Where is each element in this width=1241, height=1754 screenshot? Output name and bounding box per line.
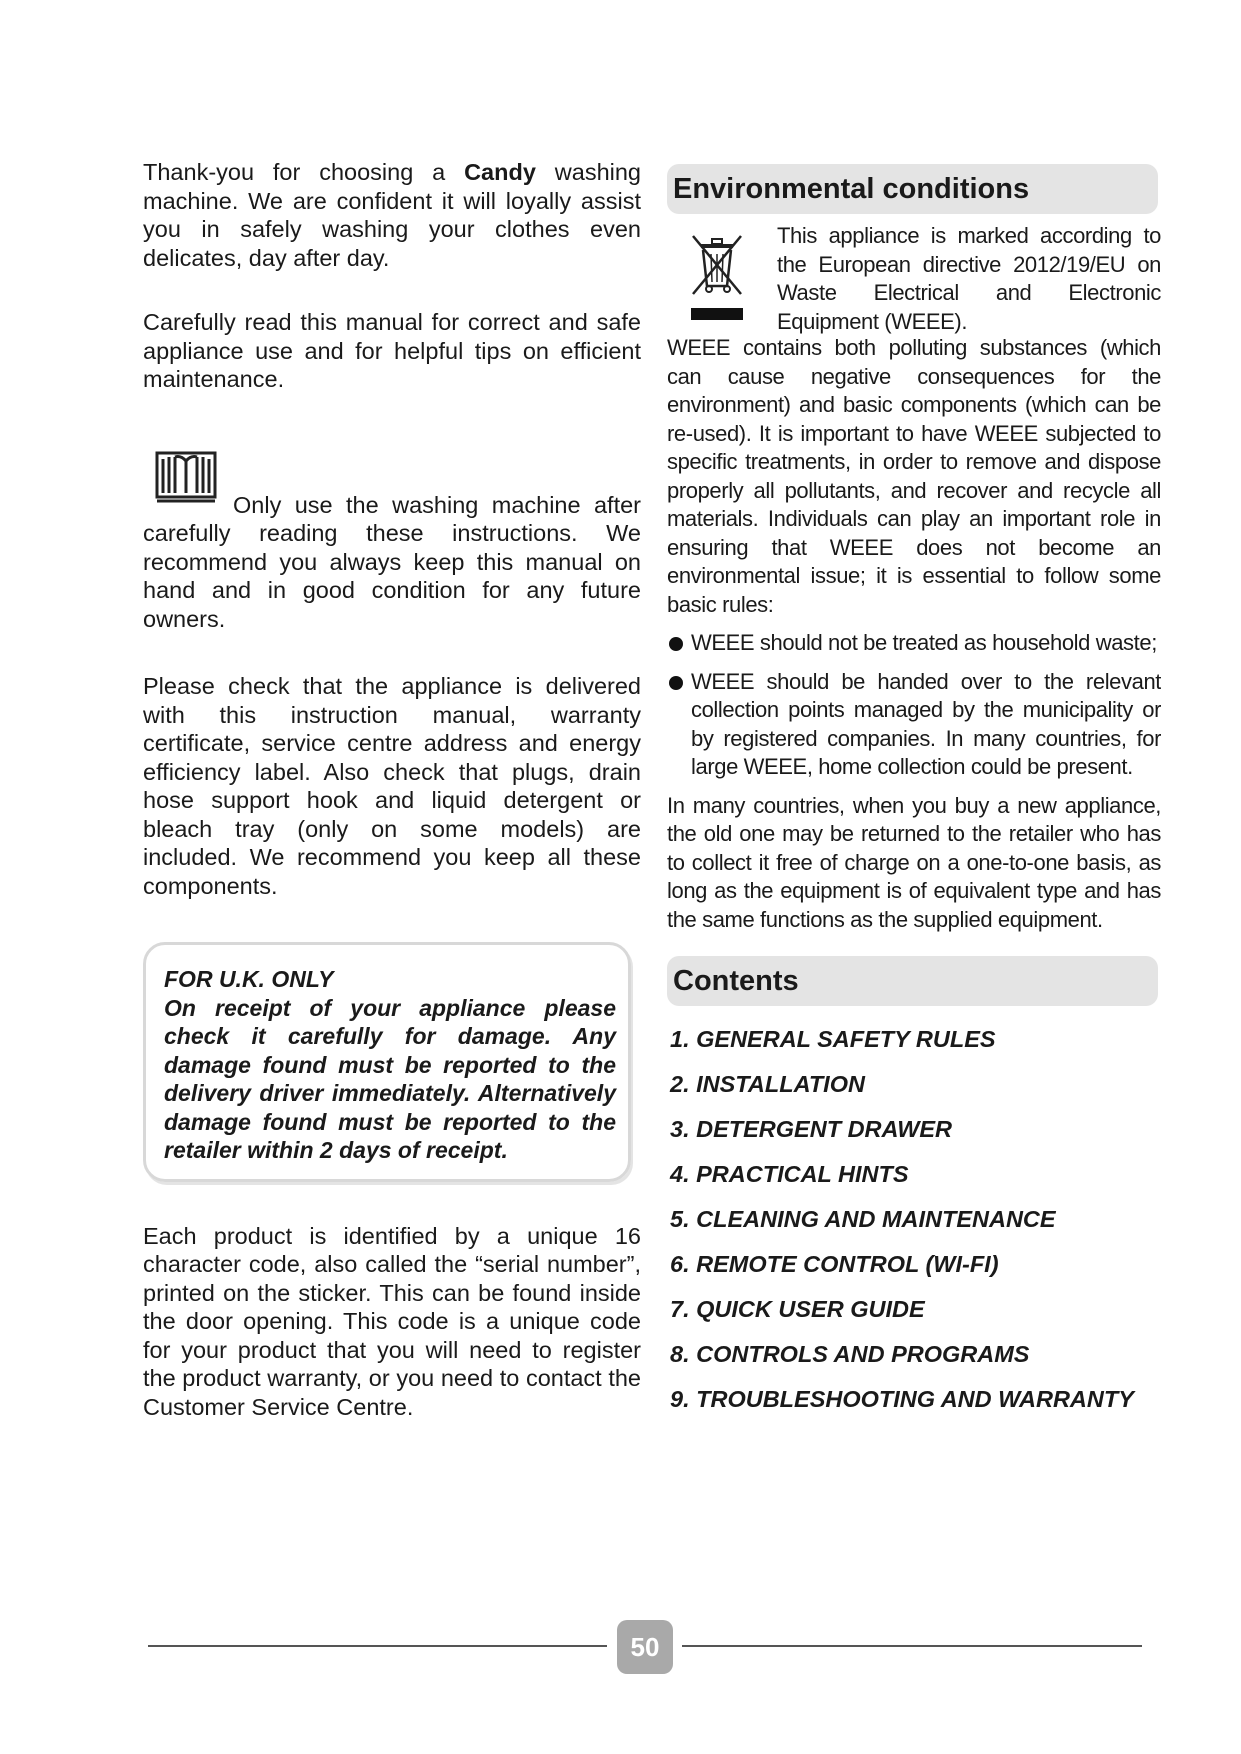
- uk-only-body: On receipt of your appliance please check it carefully for damage. Any damage found must be reported to the delivery driver immediately. Alternatively damage found must be reported to the retailer within 2 days of receipt.: [164, 994, 616, 1163]
- bullet-dot: [669, 676, 683, 690]
- manual-advice-paragraph: Carefully read this manual for correct and safe appliance use and for helpful tips on efficient maintenance.: [143, 309, 641, 392]
- brand-name: Candy: [464, 159, 536, 185]
- toc-item[interactable]: 2. INSTALLATION: [670, 1071, 865, 1097]
- instructions-paragraph: Only use the washing machine after carefully reading these instructions. We recommend you always keep this manual on hand and in good condition for any future owners.: [143, 491, 641, 632]
- left-column: [143, 158, 641, 1421]
- weee-body-text: WEEE contains both polluting substances (which can cause negative consequences for the environment) and basic components (which can be re-used). It is important to have WEEE subjected to specific treatments, in order to remove and dispose properly all pollutants, and recover and recycle all materials. Individuals can play an important role in ensuring that WEEE does not become an environmental issue; it is essential to follow some basic rules:: [667, 335, 1161, 617]
- uk-only-title: FOR U.K. ONLY: [164, 966, 334, 992]
- page-number: 50: [617, 1620, 673, 1674]
- right-column: [667, 164, 1161, 1429]
- toc-item[interactable]: 4. PRACTICAL HINTS: [670, 1161, 909, 1187]
- contents-heading: Contents: [667, 956, 1158, 1006]
- crossed-out-bin-icon: [687, 228, 747, 324]
- toc-item[interactable]: 6. REMOTE CONTROL (WI-FI): [670, 1251, 999, 1277]
- toc-item[interactable]: 7. QUICK USER GUIDE: [670, 1296, 925, 1322]
- weee-rule-1: WEEE should not be treated as household waste;: [667, 629, 1161, 658]
- weee-marking-block: [667, 222, 1161, 334]
- toc-item[interactable]: 9. TROUBLESHOOTING AND WARRANTY: [670, 1386, 1134, 1412]
- toc-item[interactable]: 8. CONTROLS AND PROGRAMS: [670, 1341, 1030, 1367]
- footer-rule-right: [682, 1645, 1142, 1647]
- manual-reading-block: [143, 451, 641, 634]
- intro-paragraph: Thank-you for choosing a Candy washing machine. We are confident it will loyally assist you in safely washing your clothes even delicates, day after day.: [143, 159, 641, 271]
- weee-return-text: In many countries, when you buy a new appliance, the old one may be returned to the retailer who has to collect it free of charge on a one-to-one basis, as long as the equipment is of equivalent type and has the same functions as the supplied equipment.: [667, 792, 1161, 932]
- weee-intro-text: This appliance is marked according to the European directive 2012/19/EU on Waste Electrical and Electronic Equipment (WEEE).: [777, 223, 1161, 334]
- bullet-dot: [669, 637, 683, 651]
- book-icon: [155, 451, 217, 505]
- toc-item[interactable]: 1. GENERAL SAFETY RULES: [670, 1026, 996, 1052]
- environmental-heading: Environmental conditions: [667, 164, 1158, 214]
- footer-rule-left: [148, 1645, 607, 1647]
- serial-number-paragraph: Each product is identified by a unique 16 character code, also called the “serial number”, printed on the sticker. This can be found inside the door opening. This code is a unique code for your product that you will need to register the product warranty, or you need to contact the Customer Service Centre.: [143, 1222, 641, 1420]
- delivery-check-paragraph: Please check that the appliance is delivered with this instruction manual, warranty certificate, service centre address and energy efficiency label. Also check that plugs, drain hose support hook and liquid detergent or bleach tray (only on some models) are included. We recommend you keep all these components.: [143, 673, 641, 899]
- table-of-contents: [667, 1024, 1161, 1429]
- uk-only-notice: [143, 942, 631, 1182]
- toc-item[interactable]: 3. DETERGENT DRAWER: [670, 1116, 953, 1142]
- weee-rule-2: WEEE should be handed over to the relevant collection points managed by the municipality or by registered companies. In many countries, for large WEEE, home collection could be present.: [667, 668, 1161, 782]
- toc-item[interactable]: 5. CLEANING AND MAINTENANCE: [670, 1206, 1056, 1232]
